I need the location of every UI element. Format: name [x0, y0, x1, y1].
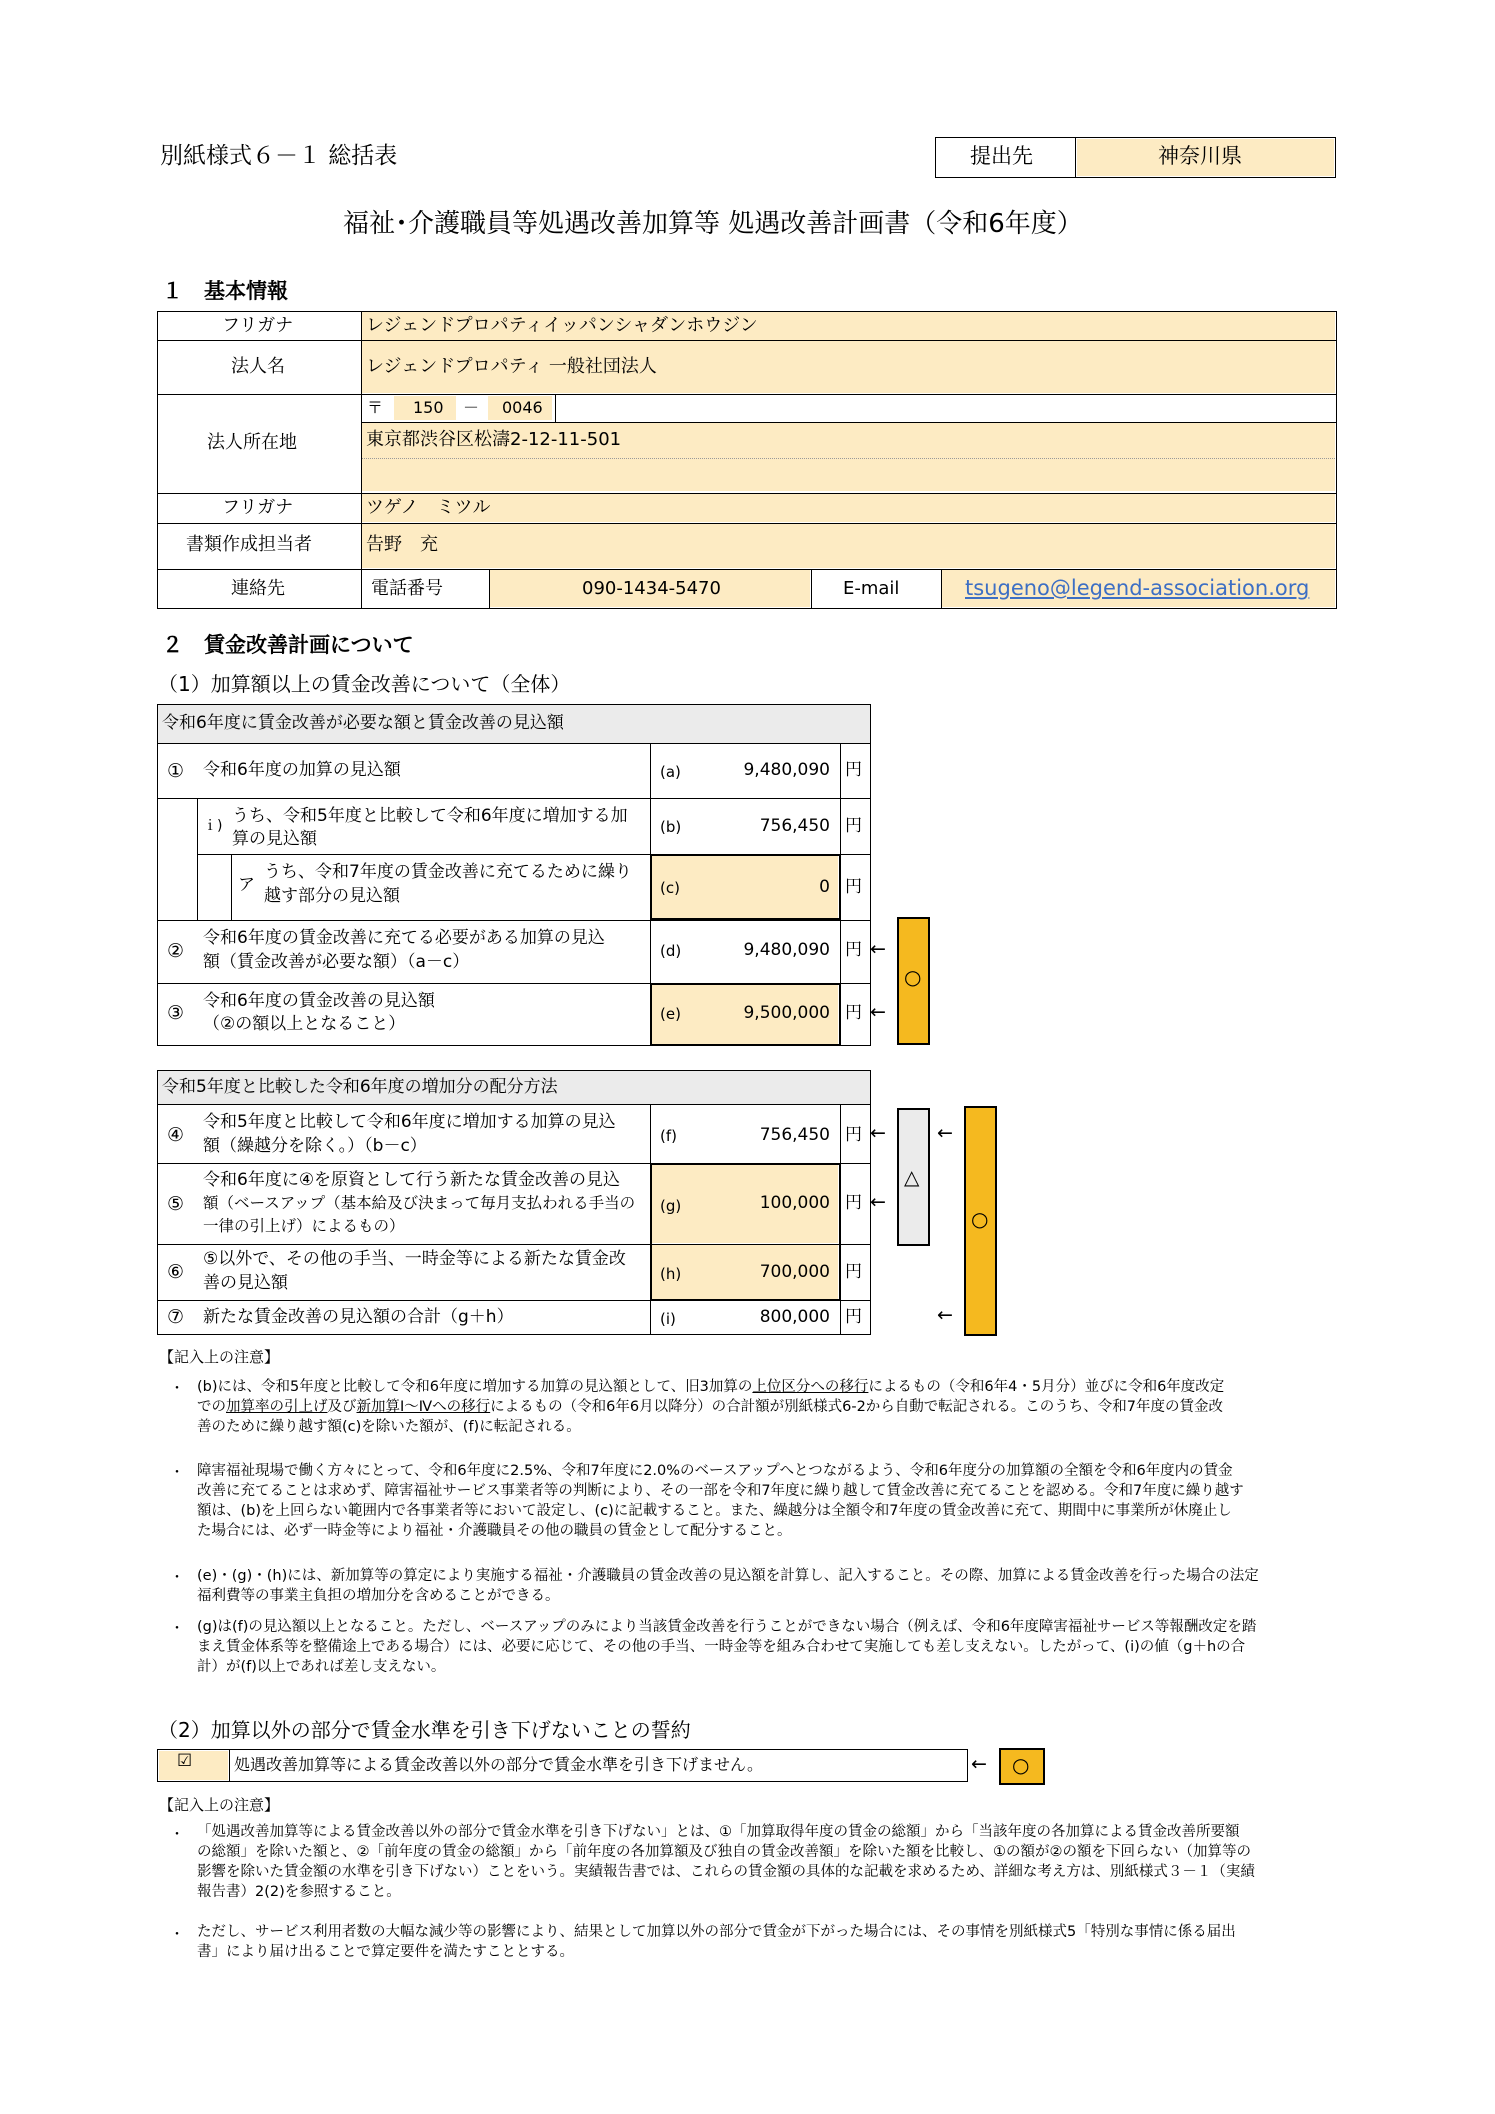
note4-bullet: ・	[170, 1621, 184, 1637]
notes-heading: 【記入上の注意】	[159, 1348, 280, 1366]
row-i-label: うち、令和5年度と比較して令和6年度に増加する加	[232, 806, 628, 826]
row5-label: 令和6年度に④を原資として行う新たな賃金改善の見込	[203, 1170, 621, 1190]
row2-label2: 額（賃金改善が必要な額）（a－c）	[203, 952, 470, 972]
row1-no: ①	[167, 760, 185, 782]
row5-value: 100,000	[759, 1193, 830, 1213]
row3-label2: （②の額以上となること）	[203, 1014, 406, 1034]
row-a-unit: 円	[845, 877, 862, 897]
arrow-row2: ←	[870, 938, 886, 960]
row5-no: ⑤	[167, 1193, 185, 1215]
row6-value: 700,000	[759, 1262, 830, 1282]
postal-1: 150	[413, 398, 444, 417]
arrow-row5: ←	[870, 1191, 886, 1213]
author-furigana-value: ツゲノ ミツル	[366, 497, 491, 518]
pledge-circle-icon: ○	[1012, 1753, 1030, 1777]
table1-header: 令和6年度に賃金改善が必要な額と賃金改善の見込額	[162, 713, 564, 733]
arrow-row4: ←	[870, 1122, 886, 1144]
author-value: 告野 充	[366, 534, 438, 555]
address-value: 東京都渋谷区松濤2-12-11-501	[366, 429, 622, 450]
row1-unit: 円	[845, 760, 862, 780]
corp-name-value: レジェンドプロパティ 一般社団法人	[366, 356, 657, 377]
row6-code: (h)	[660, 1265, 682, 1283]
row-i-unit: 円	[845, 816, 862, 836]
arrow-to-total-bottom: ←	[937, 1304, 953, 1326]
row-i-label2: 算の見込額	[232, 829, 317, 849]
note1: (b)には、令和5年度と比較して令和6年度に増加する加算の見込額として、旧3加算の上位区分への移行によるもの（令和6年4・5月分）並びに令和6年度改定 での加算率の引上げ及び新加算Ⅰ～Ⅳへの移行によるもの（令和6年6月以降分）の合計額が別紙様式6-2から自動で転記される。このうち、令和7年度の賃金改 善のために繰り越す額(c)を除いた額が、(f)に転記される。	[197, 1379, 1225, 1435]
row-a-value: 0	[819, 877, 830, 897]
row7-label: 新たな賃金改善の見込額の合計（g＋h）	[203, 1307, 514, 1327]
row7-code: (i)	[660, 1310, 676, 1328]
note3-bullet: ・	[170, 1570, 184, 1586]
row3-value: 9,500,000	[743, 1003, 830, 1023]
note3: (e)・(g)・(h)には、新加算等の算定により実施する福祉・介護職員の賃金改善の見込額を計算し、記入すること。その際、加算による賃金改善を行った場合の法定 福利費等の事業主負担の増加分を含めることができる。	[197, 1568, 1259, 1604]
note6: ただし、サービス利用者数の大幅な減少等の影響により、結果として加算以外の部分で賃金が下がった場合には、その事情を別紙様式5「特別な事情に係る届出 書」により届け出ることで算定要件を満たすこととする。	[197, 1924, 1236, 1960]
row-a-code: (c)	[660, 879, 680, 897]
row5-label3: 一律の引上げ）によるもの）	[203, 1217, 405, 1235]
row-i-value: 756,450	[759, 816, 830, 836]
submit-to-label: 提出先	[970, 144, 1033, 168]
row2-value: 9,480,090	[743, 940, 830, 960]
address-label: 法人所在地	[207, 432, 297, 453]
arrow-to-total-top: ←	[937, 1122, 953, 1144]
postal-mark: 〒	[367, 398, 384, 417]
pledge-checkbox-cell[interactable]	[159, 1751, 228, 1780]
row5-code: (g)	[660, 1197, 682, 1215]
table2-header: 令和5年度と比較した令和6年度の増加分の配分方法	[162, 1077, 558, 1097]
row4-label: 令和5年度と比較して令和6年度に増加する加算の見込	[203, 1112, 616, 1132]
row-i-no: ｉ)	[203, 818, 223, 834]
triangle-icon: △	[904, 1165, 920, 1189]
email-link[interactable]: tsugeno@legend-association.org	[965, 576, 1310, 600]
check-circle-icon-2: ○	[971, 1207, 989, 1231]
furigana-value: レジェンドプロパティイッパンシャダンホウジン	[366, 315, 758, 336]
row4-label2: 額（繰越分を除く。）（b－c）	[203, 1136, 427, 1156]
pledge-text: 処遇改善加算等による賃金改善以外の部分で賃金水準を引き下げません。	[234, 1755, 763, 1774]
row2-code: (d)	[660, 942, 682, 960]
author-label: 書類作成担当者	[186, 534, 312, 555]
row3-code: (e)	[660, 1005, 681, 1023]
phone-label: 電話番号	[371, 578, 443, 599]
author-furigana-label: フリガナ	[222, 497, 294, 518]
row7-value: 800,000	[759, 1307, 830, 1327]
row5-label2: 額（ベースアップ（基本給及び決まって毎月支払われる手当の	[203, 1194, 636, 1212]
row6-no: ⑥	[167, 1261, 185, 1283]
note2-bullet: ・	[170, 1465, 184, 1481]
contact-label: 連絡先	[231, 578, 285, 599]
phone-value: 090-1434-5470	[582, 578, 721, 599]
sub2-heading: （2）加算以外の部分で賃金水準を引き下げないことの誓約	[158, 1718, 691, 1742]
row4-unit: 円	[845, 1125, 862, 1145]
submit-to-value: 神奈川県	[1158, 144, 1242, 168]
row6-label: ⑤以外で、その他の手当、一時金等による新たな賃金改	[203, 1249, 626, 1269]
row4-no: ④	[167, 1124, 185, 1146]
sub1-heading: （1）加算額以上の賃金改善について（全体）	[158, 672, 571, 696]
row-a-label2: 越す部分の見込額	[264, 886, 400, 906]
note6-bullet: ・	[170, 1927, 184, 1943]
row2-label: 令和6年度の賃金改善に充てる必要がある加算の見込	[203, 928, 605, 948]
row3-no: ③	[167, 1002, 185, 1024]
row2-unit: 円	[845, 940, 862, 960]
email-label: E-mail	[843, 578, 900, 599]
note1-bullet: ・	[170, 1381, 184, 1397]
pledge-arrow: ←	[971, 1753, 987, 1775]
row3-label: 令和6年度の賃金改善の見込額	[203, 991, 435, 1011]
row-a-label: うち、令和7年度の賃金改善に充てるために繰り	[264, 862, 632, 882]
furigana-label: フリガナ	[222, 315, 294, 336]
note2: 障害福祉現場で働く方々にとって、令和6年度に2.5%、令和7年度に2.0%のベースアップへとつながるよう、令和6年度分の加算額の全額を令和6年度内の賃金 改善に充てることは求めず、障害福祉サービス事業者等の判断により、その一部を令和7年度に繰り越して賃金改善に充てることを認める。令和7年度に繰り越す 額は、(b)を上回らない範囲内で各事業者等において設定し、(c)に記載すること。また、繰越分は全額令和7年度の賃金改善に充て、期間中に事業所が休廃止し た場合には、必ず一時金等により福祉・介護職員その他の職員の賃金として配分すること。	[197, 1463, 1244, 1539]
basic-info-table	[157, 311, 1337, 609]
note5-bullet: ・	[170, 1827, 184, 1843]
corp-name-label: 法人名	[231, 356, 285, 377]
row7-unit: 円	[845, 1307, 862, 1327]
row-i-code: (b)	[660, 818, 682, 836]
notes2-heading: 【記入上の注意】	[159, 1796, 280, 1814]
row6-label2: 善の見込額	[203, 1273, 288, 1293]
row1-label: 令和6年度の加算の見込額	[203, 760, 401, 780]
row6-unit: 円	[845, 1262, 862, 1282]
section2-heading: ２ 賃金改善計画について	[162, 633, 414, 657]
row4-value: 756,450	[759, 1125, 830, 1145]
row3-unit: 円	[845, 1003, 862, 1023]
pledge-checkbox[interactable]: ☑	[177, 1751, 193, 1771]
row5-unit: 円	[845, 1193, 862, 1213]
row1-code: (a)	[660, 763, 681, 781]
section1-heading: １ 基本情報	[162, 279, 288, 303]
note4: (g)は(f)の見込額以上となること。ただし、ベースアップのみにより当該賃金改善を行うことができない場合（例えば、令和6年度障害福祉サービス等報酬改定を踏 まえ賃金体系等を整備途上である場合）には、必要に応じて、その他の手当、一時金等を組み合わせて実施しても差し支えない。したがって、(i)の値（g＋hの合 計）が(f)以上であれば差し支えない。	[197, 1619, 1257, 1675]
note5: 「処遇改善加算等による賃金改善以外の部分で賃金水準を引き下げない」とは、①「加算取得年度の賃金の総額」から「当該年度の各加算による賃金改善所要額 の総額」を除いた額と、②「前年度の賃金の総額」から「前年度の各加算額及び独自の賃金改善額」を除いた額を比較し、①の額が②の額を下回らない（加算等の 影響を除いた賃金額の水準を引き下げない）ことをいう。実績報告書では、これらの賃金額の具体的な記載を求めるため、詳細な考え方は、別紙様式３－１（実績 報告書）2(2)を参照すること。	[197, 1824, 1255, 1900]
page-title: 福祉･介護職員等処遇改善加算等 処遇改善計画書（令和6年度）	[343, 209, 1083, 239]
row1-value: 9,480,090	[743, 760, 830, 780]
row2-no: ②	[167, 940, 185, 962]
check-circle-icon: ○	[904, 965, 922, 989]
arrow-row3: ←	[870, 1001, 886, 1023]
row7-no: ⑦	[167, 1306, 185, 1328]
row4-code: (f)	[660, 1127, 677, 1145]
postal-2: 0046	[502, 398, 543, 417]
row-a-no: ア	[238, 875, 255, 895]
postal-dash: －	[463, 398, 480, 417]
form-label: 別紙様式６－１ 総括表	[160, 143, 398, 169]
